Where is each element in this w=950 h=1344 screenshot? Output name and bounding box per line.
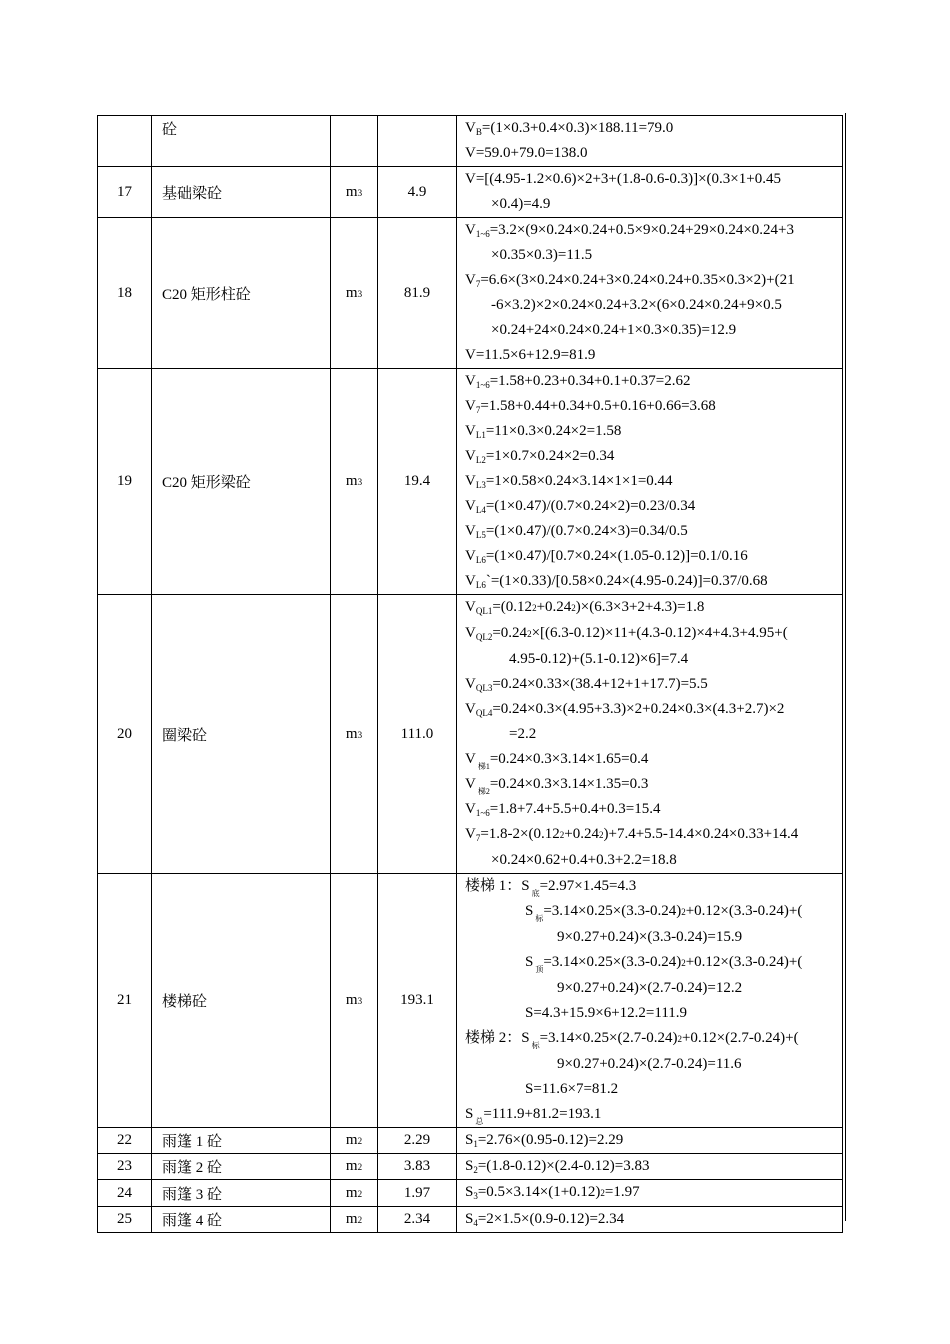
calc-line: $V_{L6}`=(1\times 0.33)/[0.58\times 0.24\times(4.95-0.24)]=0.37/0.68$ xyxy=(465,573,768,590)
calc-line: V $_{梯2}$=0.24×0.3×3.14×1.35=0.3 xyxy=(465,776,649,796)
calc-line: S $_总$=111.9+81.2=193.1 xyxy=(465,1106,602,1126)
unit-cell xyxy=(331,116,378,167)
calc-line: ×0.4)=4.9 xyxy=(491,196,551,212)
table-row xyxy=(98,218,843,369)
calc-line: S=4.3+15.9×6+12.2=111.9 xyxy=(525,1005,688,1021)
unit-cell: m2 xyxy=(331,1154,378,1180)
table-row xyxy=(98,369,843,595)
calculation-cell xyxy=(457,369,843,595)
calc-line: V=[(4.95-1.2×0.6)×2+3+(1.8-0.6-0.3)]×(0.3×1+0.45 xyxy=(465,171,781,187)
calc-line: 9×0.27+0.24)×(2.7-0.24)=12.2 xyxy=(557,980,743,996)
calculation-cell xyxy=(457,1180,843,1207)
calc-line: $V_B=(1\times 0.3+0.4\times 0.3)\times 188.11=79.0$ xyxy=(465,120,674,137)
calc-line: $V_{L2}=1\times 0.7\times 0.24\times 2=0.34$ xyxy=(465,448,615,465)
calc-line: $V_{1\sim 6}=1.8+7.4+5.5+0.4+0.3=15.4$ xyxy=(465,801,661,818)
unit-cell: m3 xyxy=(331,369,378,595)
quantity-cell: 2.29 xyxy=(378,1128,457,1154)
table-row xyxy=(98,1180,843,1207)
calc-line: ×0.24×0.62+0.4+0.3+2.2=18.8 xyxy=(491,852,677,868)
item-name: 圈梁砼 xyxy=(152,595,331,874)
calculation-cell xyxy=(457,116,843,167)
quantity-calculation-sheet xyxy=(97,115,843,1233)
row-number: 20 xyxy=(98,595,152,874)
calculation-cell xyxy=(457,1154,843,1180)
table-row xyxy=(98,1128,843,1154)
quantity-cell: 111.0 xyxy=(378,595,457,874)
calc-line: S $_顶$=3.14×0.25×(3.3-0.24)2+0.12×(3.3-0.24)+( xyxy=(525,954,803,974)
item-name: 雨篷 3 砼 xyxy=(152,1180,331,1207)
row-number xyxy=(98,116,152,167)
calc-line: $V_{QL4}=0.24\times 0.3\times(4.95+3.3)\times 2+0.24\times 0.3\times(4.3+2.7)\times 2$ xyxy=(465,701,785,718)
calc-line: S=11.6×7=81.2 xyxy=(525,1081,619,1097)
item-name: 基础梁砼 xyxy=(152,167,331,218)
calc-line: $V_7=1.8-2\times(0.122+0.242)+7.4+5.5-14.4\times 0.24\times 0.33+14.4$ xyxy=(465,826,799,843)
calc-line: ×0.24+24×0.24×0.24+1×0.3×0.35)=12.9 xyxy=(491,322,737,338)
calc-line: ×0.35×0.3)=11.5 xyxy=(491,247,593,263)
row-number: 24 xyxy=(98,1180,152,1207)
table-row xyxy=(98,1154,843,1180)
item-name: 砼 xyxy=(152,116,331,167)
item-name: 楼梯砼 xyxy=(152,874,331,1128)
quantity-cell: 81.9 xyxy=(378,218,457,369)
calculation-cell xyxy=(457,167,843,218)
item-name: 雨篷 2 砼 xyxy=(152,1154,331,1180)
calculation-cell xyxy=(457,1128,843,1154)
unit-cell: m3 xyxy=(331,167,378,218)
calc-line: 9×0.27+0.24)×(3.3-0.24)=15.9 xyxy=(557,929,743,945)
calc-line: $S_1=2.76\times(0.95-0.12)=2.29$ xyxy=(465,1132,624,1149)
calc-line: $V_{L4}=(1\times 0.47)/(0.7\times 0.24\times 2)=0.23/0.34$ xyxy=(465,498,696,515)
unit-cell: m3 xyxy=(331,218,378,369)
calc-line: =2.2 xyxy=(509,726,537,742)
calc-line: $S_2=(1.8-0.12)\times(2.4-0.12)=3.83$ xyxy=(465,1158,650,1175)
calculation-cell xyxy=(457,218,843,369)
unit-cell: m2 xyxy=(331,1128,378,1154)
calc-line: $V_{L3}=1\times 0.58\times 0.24\times 3.14\times 1\times 1=0.44$ xyxy=(465,473,673,490)
calc-line: -6×3.2)×2×0.24×0.24+3.2×(6×0.24×0.24+9×0.5 xyxy=(491,297,782,313)
unit-cell: m2 xyxy=(331,1180,378,1207)
row-number: 17 xyxy=(98,167,152,218)
row-number: 25 xyxy=(98,1207,152,1233)
row-number: 22 xyxy=(98,1128,152,1154)
item-name: 雨篷 1 砼 xyxy=(152,1128,331,1154)
quantity-cell: 19.4 xyxy=(378,369,457,595)
quantity-cell: 4.9 xyxy=(378,167,457,218)
row-number: 21 xyxy=(98,874,152,1128)
unit-cell: m3 xyxy=(331,874,378,1128)
table-row xyxy=(98,595,843,874)
calc-line: V $_{梯1}$=0.24×0.3×3.14×1.65=0.4 xyxy=(465,751,649,771)
quantity-cell xyxy=(378,116,457,167)
calc-line: $S_4=2\times 1.5\times(0.9-0.12)=2.34$ xyxy=(465,1211,625,1228)
quantity-table xyxy=(97,115,843,1233)
calc-line: 9×0.27+0.24)×(2.7-0.24)=11.6 xyxy=(557,1056,742,1072)
calculation-cell xyxy=(457,874,843,1128)
item-name: C20 矩形柱砼 xyxy=(152,218,331,369)
unit-cell: m2 xyxy=(331,1207,378,1233)
quantity-cell: 1.97 xyxy=(378,1180,457,1207)
calc-line: $V_{L6}=(1\times 0.47)/[0.7\times 0.24\times(1.05-0.12)]=0.1/0.16$ xyxy=(465,548,748,565)
table-row xyxy=(98,1207,843,1233)
calc-line: 楼梯 1：S $_底$=2.97×1.45=4.3 xyxy=(465,878,637,898)
calc-line: $V_7=6.6\times(3\times 0.24\times 0.24+3\times 0.24\times 0.24+0.35\times 0.3\times 2)+(21$ xyxy=(465,272,795,289)
row-number: 18 xyxy=(98,218,152,369)
calc-line: $V_{QL1}=(0.122+0.242)\times(6.3\times 3+2+4.3)=1.8$ xyxy=(465,599,705,616)
table-row xyxy=(98,874,843,1128)
table-row xyxy=(98,116,843,167)
calc-line: $V_{1\sim 6}=3.2\times(9\times 0.24\times 0.24+0.5\times 9\times 0.24+29\times 0.24\times 0.24+3$ xyxy=(465,222,795,239)
calculation-cell xyxy=(457,1207,843,1233)
item-name: 雨篷 4 砼 xyxy=(152,1207,331,1233)
calc-line: $V_7=1.58+0.44+0.34+0.5+0.16+0.66=3.68$ xyxy=(465,398,716,415)
calc-line: $S_3=0.5\times 3.14\times(1+0.12)2=1.97$ xyxy=(465,1184,640,1201)
calc-line: $V_{L1}=11\times 0.3\times 0.24\times 2=1.58$ xyxy=(465,423,622,440)
calc-line: 楼梯 2：S $_标$=3.14×0.25×(2.7-0.24)2+0.12×(2.7-0.24)+( xyxy=(465,1030,799,1050)
calc-line: S $_标$=3.14×0.25×(3.3-0.24)2+0.12×(3.3-0.24)+( xyxy=(525,903,803,923)
calc-line: $V_{QL3}=0.24\times 0.33\times(38.4+12+1+17.7)=5.5$ xyxy=(465,676,708,693)
calc-line: $V_{L5}=(1\times 0.47)/(0.7\times 0.24\times 3)=0.34/0.5$ xyxy=(465,523,688,540)
unit-cell: m3 xyxy=(331,595,378,874)
page-margin-rule xyxy=(845,113,846,1221)
quantity-cell: 3.83 xyxy=(378,1154,457,1180)
row-number: 19 xyxy=(98,369,152,595)
calc-line: $V_{QL2}=0.242\times[(6.3-0.12)\times 11+(4.3-0.12)\times 4+4.3+4.95+$( xyxy=(465,625,788,642)
item-name: C20 矩形梁砼 xyxy=(152,369,331,595)
row-number: 23 xyxy=(98,1154,152,1180)
calc-line: 4.95-0.12)+(5.1-0.12)×6]=7.4 xyxy=(509,651,689,667)
calc-line: V=11.5×6+12.9=81.9 xyxy=(465,347,596,363)
table-row xyxy=(98,167,843,218)
calc-line: $V_{1\sim 6}=1.58+0.23+0.34+0.1+0.37=2.62$ xyxy=(465,373,691,390)
calc-line: V=59.0+79.0=138.0 xyxy=(465,145,588,161)
quantity-cell: 193.1 xyxy=(378,874,457,1128)
calculation-cell xyxy=(457,595,843,874)
quantity-cell: 2.34 xyxy=(378,1207,457,1233)
